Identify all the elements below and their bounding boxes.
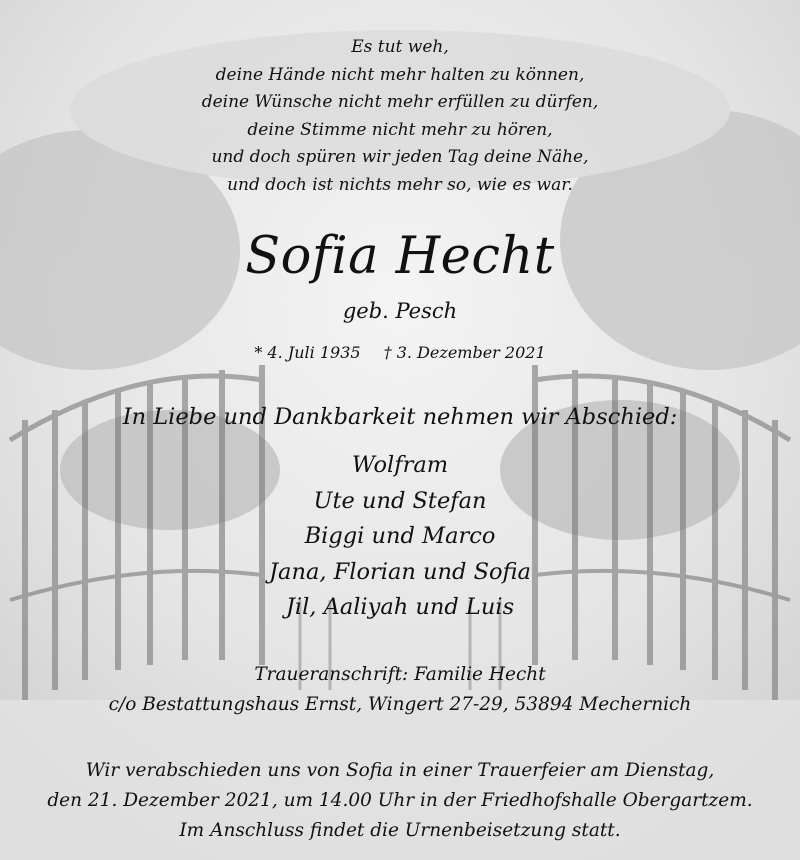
family-list	[0, 448, 800, 626]
poem-line: deine Stimme nicht mehr zu hören,	[247, 119, 553, 140]
family-member: Wolfram	[351, 452, 449, 478]
poem-line: deine Hände nicht mehr halten zu können,	[215, 64, 585, 85]
farewell-heading: In Liebe und Dankbarkeit nehmen wir Abschied:	[122, 404, 678, 430]
poem-line: und doch spüren wir jeden Tag deine Nähe,	[211, 147, 589, 167]
death-date: † 3. Dezember 2021	[383, 343, 546, 362]
poem-line: Es tut weh,	[351, 37, 449, 57]
address-line: c/o Bestattungshaus Ernst, Wingert 27-29, 53894 Mechernich	[108, 694, 692, 715]
ceremony-line: den 21. Dezember 2021, um 14.00 Uhr in der Friedhofshalle Obergartzem.	[47, 790, 753, 811]
deceased-name: Sofia Hecht	[245, 227, 555, 286]
family-member: Jana, Florian und Sofia	[269, 558, 531, 585]
mourning-address	[0, 660, 800, 720]
address-line: Traueranschrift: Familie Hecht	[254, 664, 546, 685]
ceremony-line: Wir verabschieden uns von Sofia in einer Trauerfeier am Dienstag,	[85, 760, 715, 781]
family-member: Ute und Stefan	[313, 487, 487, 514]
family-member: Jil, Aaliyah und Luis	[285, 594, 515, 620]
birth-name: geb. Pesch	[342, 299, 458, 323]
life-dates	[0, 340, 800, 366]
ceremony-line: Im Anschluss findet die Urnenbeisetzung statt.	[179, 820, 621, 841]
poem-line: deine Wünsche nicht mehr erfüllen zu dürfen,	[201, 92, 599, 112]
poem	[0, 34, 800, 199]
birth-date: * 4. Juli 1935	[254, 343, 361, 362]
ceremony-info	[0, 756, 800, 846]
family-member: Biggi und Marco	[304, 523, 496, 549]
poem-line: und doch ist nichts mehr so, wie es war.	[227, 174, 573, 195]
